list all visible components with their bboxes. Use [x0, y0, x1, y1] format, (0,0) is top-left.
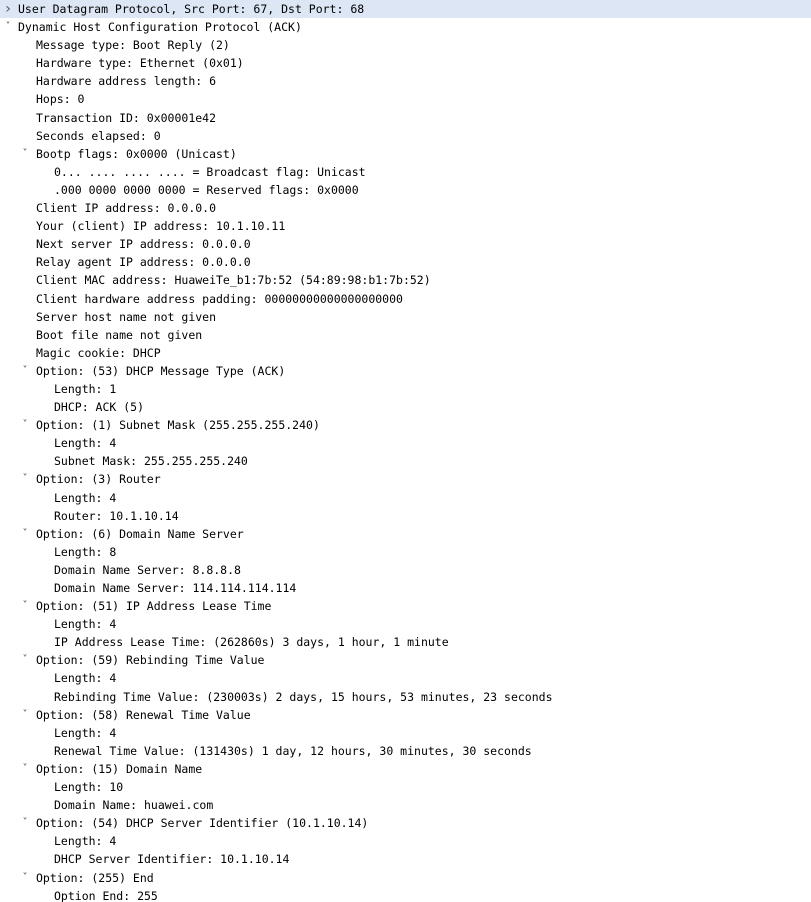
- tree-item[interactable]: [0, 109, 811, 127]
- chevron-down-icon[interactable]: ˅: [22, 708, 28, 720]
- tree-node[interactable]: [0, 597, 811, 615]
- tree-item[interactable]: [0, 543, 811, 561]
- tree-node[interactable]: [0, 145, 811, 163]
- chevron-down-icon[interactable]: ˅: [22, 654, 28, 666]
- tree-item-label: Option: (15) Domain Name: [36, 761, 203, 776]
- tree-item-label: Option: (51) IP Address Lease Time: [36, 599, 272, 614]
- tree-item[interactable]: [0, 54, 811, 72]
- tree-item[interactable]: [0, 235, 811, 253]
- tree-node[interactable]: [0, 651, 811, 669]
- tree-item-label: Relay agent IP address: 0.0.0.0: [36, 255, 251, 270]
- tree-item[interactable]: [0, 507, 811, 525]
- tree-item-label: Length: 4: [54, 617, 117, 632]
- tree-item[interactable]: [0, 615, 811, 633]
- tree-item-label: Option: (59) Rebinding Time Value: [36, 653, 265, 668]
- tree-item[interactable]: [0, 832, 811, 850]
- tree-item[interactable]: [0, 742, 811, 760]
- tree-item[interactable]: [0, 163, 811, 181]
- tree-item-label: Hops: 0: [36, 92, 85, 107]
- tree-item-label: Option: (58) Renewal Time Value: [36, 707, 251, 722]
- tree-item[interactable]: [0, 887, 811, 902]
- tree-item-label: Length: 4: [54, 725, 117, 740]
- tree-item[interactable]: [0, 290, 811, 308]
- tree-item-label: Seconds elapsed: 0: [36, 128, 161, 143]
- tree-item[interactable]: [0, 489, 811, 507]
- tree-item-label: Client IP address: 0.0.0.0: [36, 201, 217, 216]
- tree-item[interactable]: [0, 72, 811, 90]
- tree-item-label: Length: 4: [54, 436, 117, 451]
- tree-item[interactable]: [0, 796, 811, 814]
- tree-item[interactable]: [0, 669, 811, 687]
- tree-node[interactable]: [0, 525, 811, 543]
- chevron-down-icon[interactable]: ˅: [22, 817, 28, 829]
- tree-item-label: Option End: 255: [54, 888, 158, 902]
- tree-item-label: Option: (3) Router: [36, 472, 161, 487]
- tree-item-label: Rebinding Time Value: (230003s) 2 days, 15 hours, 53 minutes, 23 seconds: [54, 689, 553, 704]
- tree-item-label: Client MAC address: HuaweiTe_b1:7b:52 (54:89:98:b1:7b:52): [36, 273, 431, 288]
- tree-item[interactable]: [0, 380, 811, 398]
- tree-item-label: Dynamic Host Configuration Protocol (ACK): [18, 20, 302, 35]
- tree-item-label: Length: 8: [54, 544, 117, 559]
- tree-item[interactable]: [0, 434, 811, 452]
- tree-node[interactable]: [0, 814, 811, 832]
- chevron-down-icon[interactable]: ˅: [22, 871, 28, 883]
- tree-node[interactable]: [0, 362, 811, 380]
- tree-item[interactable]: [0, 579, 811, 597]
- tree-item-label: Magic cookie: DHCP: [36, 345, 161, 360]
- tree-item-label: Subnet Mask: 255.255.255.240: [54, 454, 248, 469]
- tree-node[interactable]: [0, 18, 811, 36]
- tree-item-label: IP Address Lease Time: (262860s) 3 days, 1 hour, 1 minute: [54, 635, 449, 650]
- tree-item[interactable]: [0, 127, 811, 145]
- tree-item[interactable]: [0, 633, 811, 651]
- chevron-down-icon[interactable]: ˅: [22, 419, 28, 431]
- tree-item-label: DHCP Server Identifier: 10.1.10.14: [54, 852, 290, 867]
- tree-item[interactable]: [0, 308, 811, 326]
- tree-item-label: Router: 10.1.10.14: [54, 508, 179, 523]
- tree-item-label: Length: 4: [54, 834, 117, 849]
- tree-node[interactable]: [0, 869, 811, 887]
- chevron-down-icon[interactable]: ˅: [22, 527, 28, 539]
- tree-node[interactable]: [0, 0, 811, 18]
- tree-item-label: Hardware type: Ethernet (0x01): [36, 56, 244, 71]
- tree-item[interactable]: [0, 90, 811, 108]
- tree-item-label: DHCP: ACK (5): [54, 400, 145, 415]
- tree-item[interactable]: [0, 199, 811, 217]
- chevron-right-icon[interactable]: ›: [5, 1, 11, 17]
- tree-item-label: Length: 4: [54, 671, 117, 686]
- tree-item-label: Length: 1: [54, 381, 117, 396]
- tree-item[interactable]: [0, 344, 811, 362]
- tree-node[interactable]: [0, 706, 811, 724]
- tree-item[interactable]: [0, 326, 811, 344]
- tree-node[interactable]: [0, 760, 811, 778]
- chevron-down-icon[interactable]: ˅: [22, 473, 28, 485]
- tree-item-label: Message type: Boot Reply (2): [36, 38, 230, 53]
- tree-node[interactable]: [0, 470, 811, 488]
- chevron-down-icon[interactable]: ˅: [22, 600, 28, 612]
- tree-item[interactable]: [0, 850, 811, 868]
- chevron-down-icon[interactable]: ˅: [5, 21, 11, 33]
- tree-item-label: Hardware address length: 6: [36, 74, 217, 89]
- tree-item[interactable]: [0, 217, 811, 235]
- tree-item-label: .000 0000 0000 0000 = Reserved flags: 0x0000: [54, 182, 359, 197]
- tree-item[interactable]: [0, 181, 811, 199]
- tree-item[interactable]: [0, 561, 811, 579]
- tree-item[interactable]: [0, 36, 811, 54]
- tree-item-label: Option: (54) DHCP Server Identifier (10.1.10.14): [36, 816, 369, 831]
- tree-item[interactable]: [0, 724, 811, 742]
- tree-item-label: 0... .... .... .... = Broadcast flag: Unicast: [54, 164, 366, 179]
- tree-item[interactable]: [0, 271, 811, 289]
- tree-item-label: User Datagram Protocol, Src Port: 67, Dst Port: 68: [18, 2, 365, 16]
- tree-item-label: Renewal Time Value: (131430s) 1 day, 12 hours, 30 minutes, 30 seconds: [54, 743, 532, 758]
- chevron-down-icon[interactable]: ˅: [22, 364, 28, 376]
- tree-item[interactable]: [0, 452, 811, 470]
- tree-node[interactable]: [0, 416, 811, 434]
- tree-item-label: Next server IP address: 0.0.0.0: [36, 237, 251, 252]
- tree-item-label: Option: (53) DHCP Message Type (ACK): [36, 363, 286, 378]
- tree-item-label: Client hardware address padding: 00000000000000000000: [36, 291, 403, 306]
- tree-item-label: Option: (1) Subnet Mask (255.255.255.240): [36, 418, 320, 433]
- tree-item-label: Domain Name Server: 114.114.114.114: [54, 581, 297, 595]
- tree-item[interactable]: [0, 398, 811, 416]
- tree-item-label: Length: 10: [54, 780, 124, 795]
- tree-item[interactable]: [0, 778, 811, 796]
- tree-item-label: Boot file name not given: [36, 327, 203, 342]
- tree-item-label: Domain Name Server: 8.8.8.8: [54, 562, 241, 577]
- tree-item-label: Option: (255) End: [36, 870, 154, 885]
- chevron-down-icon[interactable]: ˅: [22, 762, 28, 774]
- tree-item-label: Option: (6) Domain Name Server: [36, 526, 244, 541]
- tree-item-label: Your (client) IP address: 10.1.10.11: [36, 219, 286, 234]
- tree-item-label: Bootp flags: 0x0000 (Unicast): [36, 146, 237, 161]
- tree-item[interactable]: [0, 253, 811, 271]
- tree-item-label: Domain Name: huawei.com: [54, 798, 214, 813]
- tree-item-label: Transaction ID: 0x00001e42: [36, 110, 217, 125]
- tree-item-label: Server host name not given: [36, 309, 217, 324]
- tree-item-label: Length: 4: [54, 490, 117, 505]
- chevron-down-icon[interactable]: ˅: [22, 147, 28, 159]
- tree-item[interactable]: [0, 688, 811, 706]
